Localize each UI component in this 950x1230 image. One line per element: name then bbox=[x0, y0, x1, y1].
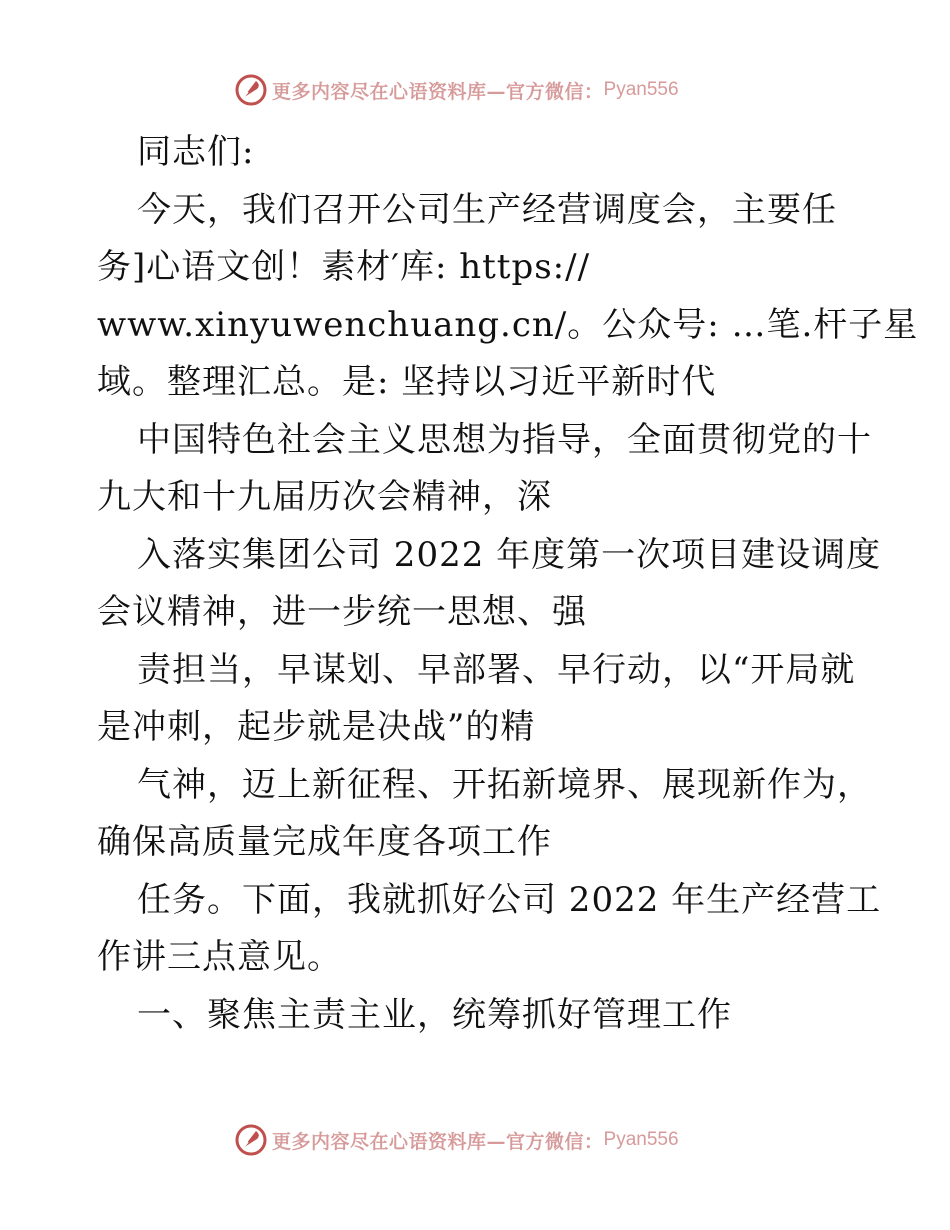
body-line: 务]心语文创！素材′库: https:// bbox=[97, 247, 591, 287]
body-line: 任务。下面，我就抓好公司 2022 年生产经营工 bbox=[137, 879, 882, 920]
header-wechat-id: Pyan556 bbox=[603, 79, 679, 100]
body-line: 同志们: bbox=[137, 132, 255, 172]
section-heading: 一、聚焦主责主业，统筹抓好管理工作 bbox=[137, 994, 732, 1035]
body-line: 九大和十九届历次会精神，深 bbox=[97, 477, 552, 517]
body-line: 域。整理汇总。是: 坚持以习近平新时代 bbox=[97, 362, 717, 402]
body-line: www.xinyuwenchuang.cn/。公众号: …笔.杆子星 bbox=[97, 304, 919, 345]
header-watermark bbox=[234, 72, 679, 108]
body-line: 确保高质量完成年度各项工作 bbox=[97, 822, 552, 862]
body-line: 入落实集团公司 2022 年度第一次项目建设调度 bbox=[137, 534, 882, 575]
body-line: 会议精神，进一步统一思想、强 bbox=[97, 592, 587, 632]
footer-watermark-text: 更多内容尽在心语资料库—官方微信： bbox=[272, 1130, 604, 1153]
document-body bbox=[97, 124, 919, 1044]
footer-watermark bbox=[234, 1122, 679, 1158]
footer-wechat-id: Pyan556 bbox=[603, 1129, 679, 1150]
body-line: 责担当，早谋划、早部署、早行动，以“开局就 bbox=[137, 649, 856, 690]
body-line: 中国特色社会主义思想为指导，全面贯彻党的十 bbox=[137, 419, 872, 460]
body-line: 是冲刺，起步就是决战”的精 bbox=[97, 707, 536, 747]
header-watermark-text: 更多内容尽在心语资料库—官方微信： bbox=[272, 80, 604, 103]
body-line: 作讲三点意见。 bbox=[97, 937, 342, 977]
feather-pen-logo-icon bbox=[234, 1123, 268, 1157]
body-line: 气神，迈上新征程、开拓新境界、展现新作为， bbox=[137, 764, 872, 805]
body-line: 今天，我们召开公司生产经营调度会，主要任 bbox=[137, 189, 837, 230]
feather-pen-logo-icon bbox=[234, 73, 268, 107]
